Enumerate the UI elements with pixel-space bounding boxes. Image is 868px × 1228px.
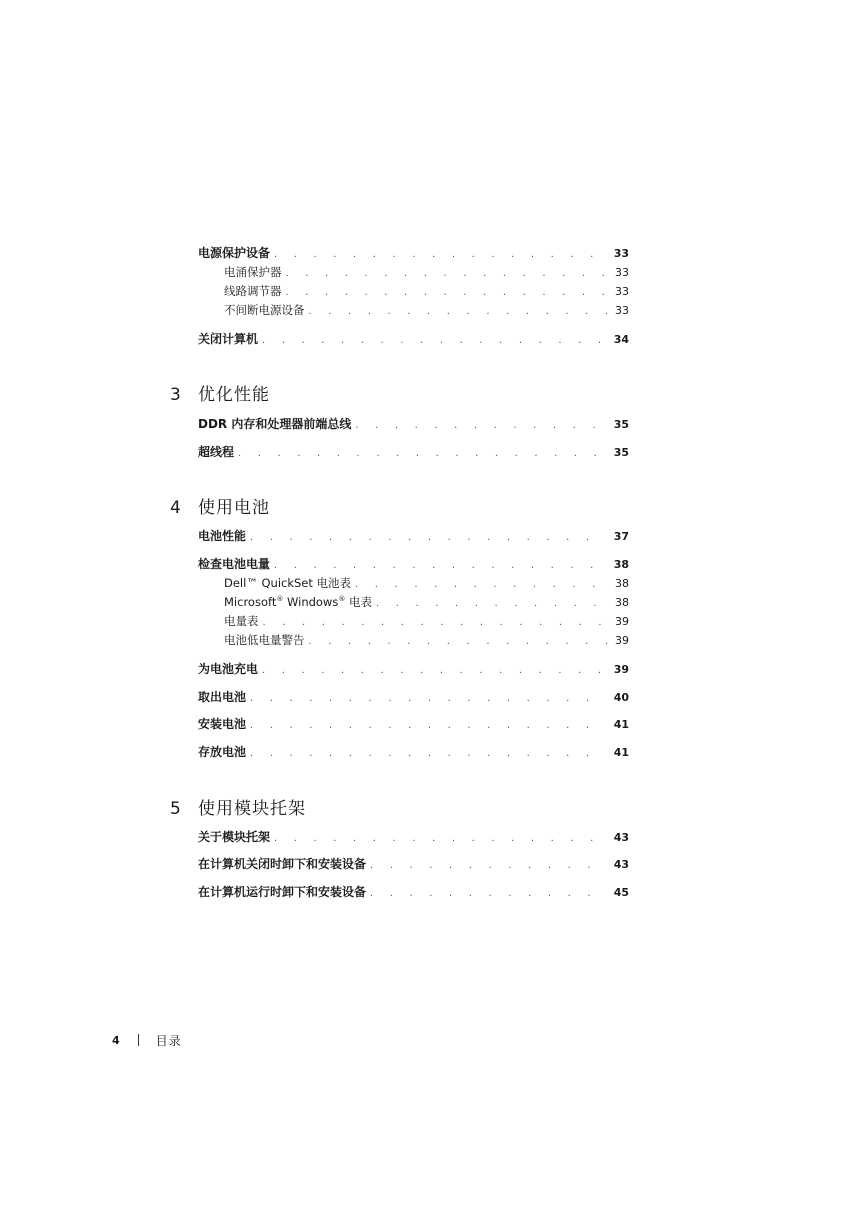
footer-divider <box>138 1034 139 1046</box>
toc-entry-shutdown[interactable] <box>198 330 629 346</box>
dot-leader <box>250 691 606 707</box>
toc-entry-remove-battery[interactable] <box>198 688 629 704</box>
toc-entry-label: 不间断电源设备 <box>224 303 305 317</box>
registered-mark: ® <box>338 595 346 603</box>
toc-entry-label <box>224 594 372 610</box>
toc-entry-page: 43 <box>613 858 629 871</box>
toc-entry-page: 45 <box>613 886 629 899</box>
dot-leader <box>355 577 607 593</box>
dot-leader <box>250 718 606 734</box>
toc-entry-page: 35 <box>613 446 629 459</box>
toc-entry-page: 33 <box>615 304 629 317</box>
chapter-title: 使用电池 <box>198 498 270 518</box>
chapter-title: 使用模块托架 <box>198 799 306 819</box>
toc-subentry-ups[interactable] <box>224 302 629 318</box>
toc-entry-page: 43 <box>613 831 629 844</box>
toc-entry-page: 34 <box>613 333 629 346</box>
toc-entry-label: 为电池充电 <box>198 662 259 676</box>
footer-title: 目录 <box>155 1033 182 1048</box>
toc-entry-page: 39 <box>615 634 629 647</box>
toc-subentry-line-conditioner[interactable] <box>224 283 629 299</box>
dot-leader <box>355 418 605 434</box>
toc-subentry-charge-gauge[interactable] <box>224 613 629 629</box>
toc-entry-page: 35 <box>613 418 629 431</box>
chapter-number: 3 <box>170 385 181 405</box>
dot-leader <box>286 266 608 282</box>
toc-entry-power-protection[interactable] <box>198 244 629 260</box>
toc-entry-swap-when-off[interactable] <box>198 855 629 871</box>
toc-entry-label: 关闭计算机 <box>198 332 259 346</box>
toc-entry-page: 33 <box>613 247 629 260</box>
toc-entry-label: 电源保护设备 <box>198 246 271 260</box>
footer-page-number: 4 <box>112 1033 120 1047</box>
toc-entry-label: 安装电池 <box>198 717 247 731</box>
toc-entry-page: 41 <box>613 746 629 759</box>
dot-leader <box>309 304 608 320</box>
toc-entry-label: 取出电池 <box>198 690 247 704</box>
registered-mark: ® <box>276 595 284 603</box>
label-part: Windows <box>283 595 339 609</box>
toc-entry-page: 33 <box>615 266 629 279</box>
toc-entry-label: 电池性能 <box>198 529 247 543</box>
toc-subentry-surge-protector[interactable] <box>224 264 629 280</box>
toc-entry-label: 存放电池 <box>198 745 247 759</box>
dot-leader <box>262 333 606 349</box>
chapter-heading-3[interactable] <box>170 380 270 404</box>
dot-leader <box>262 663 606 679</box>
toc-entry-swap-when-running[interactable] <box>198 883 629 899</box>
toc-entry-store-battery[interactable] <box>198 743 629 759</box>
toc-entry-battery-performance[interactable] <box>198 527 629 543</box>
toc-entry-page: 39 <box>615 615 629 628</box>
dot-leader <box>263 615 608 631</box>
label-part: Microsoft <box>224 595 277 609</box>
dot-leader <box>370 886 606 902</box>
toc-entry-charge-battery[interactable] <box>198 660 629 676</box>
toc-entry-label: 电量表 <box>224 614 259 628</box>
toc-entry-label: 检查电池电量 <box>198 557 271 571</box>
toc-entry-ddr-memory[interactable] <box>198 415 629 431</box>
toc-entry-label: 线路调节器 <box>224 284 282 298</box>
toc-entry-label: DDR 内存和处理器前端总线 <box>198 417 352 431</box>
toc-entry-page: 41 <box>613 718 629 731</box>
toc-entry-page: 37 <box>613 530 629 543</box>
page-footer <box>112 1032 182 1048</box>
toc-entry-label: 在计算机运行时卸下和安装设备 <box>198 885 367 899</box>
dot-leader <box>309 634 608 650</box>
dot-leader <box>274 558 606 574</box>
chapter-heading-5[interactable] <box>170 794 306 818</box>
toc-entry-install-battery[interactable] <box>198 715 629 731</box>
dot-leader <box>274 831 606 847</box>
toc-subentry-windows-meter[interactable] <box>224 594 629 610</box>
dot-leader <box>238 446 606 462</box>
toc-entry-label: 电池低电量警告 <box>224 633 305 647</box>
toc-entry-page: 38 <box>613 558 629 571</box>
toc-entry-label: 超线程 <box>198 445 235 459</box>
toc-entry-page: 33 <box>615 285 629 298</box>
dot-leader <box>250 746 606 762</box>
toc-entry-page: 39 <box>613 663 629 676</box>
toc-entry-label: 电涌保护器 <box>224 265 282 279</box>
toc-subentry-quickset-meter[interactable] <box>224 575 629 591</box>
toc-entry-page: 40 <box>613 691 629 704</box>
dot-leader <box>370 858 606 874</box>
dot-leader <box>376 596 607 612</box>
chapter-heading-4[interactable] <box>170 493 270 517</box>
toc-entry-label: Dell™ QuickSet 电池表 <box>224 576 352 590</box>
toc-entry-label: 关于模块托架 <box>198 830 271 844</box>
chapter-title: 优化性能 <box>198 385 270 405</box>
toc-entry-page: 38 <box>615 577 629 590</box>
dot-leader <box>286 285 608 301</box>
dot-leader <box>274 247 606 263</box>
label-part: 电表 <box>345 595 372 609</box>
toc-entry-label: 在计算机关闭时卸下和安装设备 <box>198 857 367 871</box>
dot-leader <box>250 530 606 546</box>
chapter-number: 5 <box>170 799 181 819</box>
toc-subentry-low-battery-warning[interactable] <box>224 632 629 648</box>
toc-entry-about-module-bay[interactable] <box>198 828 629 844</box>
toc-entry-page: 38 <box>615 596 629 609</box>
toc-entry-hyperthreading[interactable] <box>198 443 629 459</box>
chapter-number: 4 <box>170 498 181 518</box>
toc-entry-check-charge[interactable] <box>198 555 629 571</box>
